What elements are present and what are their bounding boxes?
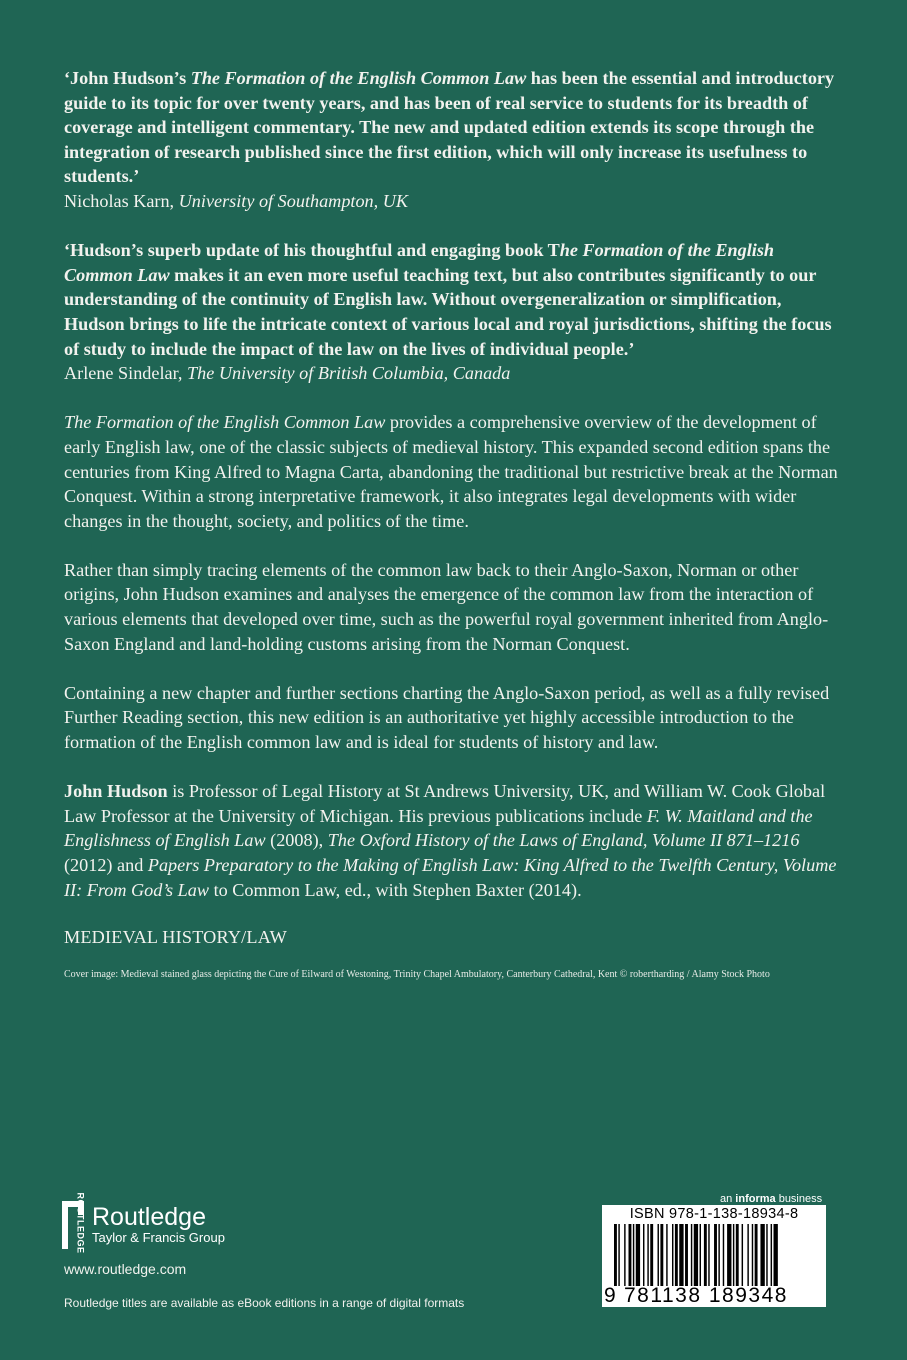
barcode-bar: [700, 1224, 701, 1286]
review-1: [64, 66, 844, 214]
barcode-bar: [708, 1224, 709, 1286]
isbn-barcode: ISBN 978-1-138-18934-8 9 781138 189348: [602, 1205, 826, 1307]
barcode-bar: [672, 1224, 673, 1286]
author-bio: John Hudson is Professor of Legal History at St Andrews University, UK, and William W. Cook Global Law Professor at the University of Michigan. His previous publications include F. W. Maitland and the Englishness of English Law (2008), The Oxford History of the Laws of England, Volume II 871–1216 (2012) and Papers Preparatory to the Making of English Law: King Alfred to the Twelfth Century, Volume II: From God’s Law to Common Law, ed., with Stephen Baxter (2014).: [64, 781, 837, 900]
barcode-bar: [643, 1224, 644, 1286]
barcode-bar: [624, 1224, 625, 1286]
barcode-bar: [718, 1224, 719, 1286]
barcode-bar: [747, 1224, 748, 1286]
barcode-bar: [618, 1224, 619, 1286]
barcode-bar: [647, 1224, 648, 1286]
barcode-bar: [658, 1224, 659, 1286]
review-1-attribution: Nicholas Karn, University of Southampton, UK: [64, 190, 409, 211]
barcode-bar: [752, 1224, 753, 1286]
subject-category: MEDIEVAL HISTORY/LAW: [64, 926, 287, 947]
publisher-group: Taylor & Francis Group: [92, 1230, 225, 1245]
barcode-bar: [766, 1224, 767, 1286]
review-2-attribution: Arlene Sindelar, The University of British Columbia, Canada: [64, 363, 511, 384]
logo-mark-text: ROUTLEDGE: [75, 1192, 86, 1254]
barcode-bar: [755, 1224, 758, 1286]
barcode-bar: [736, 1224, 739, 1286]
author-name: John Hudson: [64, 781, 168, 802]
publisher-logo: [62, 1192, 225, 1254]
review-2: [64, 238, 844, 386]
barcode-bar: [675, 1224, 678, 1286]
barcode-bar: [771, 1224, 772, 1286]
description-paragraph-2: Rather than simply tracing elements of the common law back to their Anglo-Saxon, Norman or other origins, John Hudson examines and analyses the emergence of the common law from the interaction of various elements that developed over time, such as the powerful royal government inherited from Anglo-Saxon England and land-holding customs arising from the Norman Conquest.: [64, 559, 829, 654]
barcode-bar: [629, 1224, 632, 1286]
review-1-book-title: The Formation of the English Common Law: [190, 68, 527, 88]
ebook-note: Routledge titles are available as eBook editions in a range of digital formats: [64, 1296, 465, 1310]
publisher-name: Routledge: [92, 1203, 206, 1231]
barcode-bar: [633, 1224, 634, 1286]
barcode-bar: [685, 1224, 688, 1286]
routledge-logo-icon: [62, 1192, 86, 1254]
barcode-bar: [691, 1224, 692, 1286]
barcode-bar: [679, 1224, 683, 1286]
barcode-bars-icon: [612, 1224, 816, 1286]
barcode-bar: [660, 1224, 663, 1286]
barcode-bar: [760, 1224, 764, 1286]
barcode-bar: [727, 1224, 731, 1286]
review-1-quote: ‘John Hudson’s The Formation of the English Common Law has been the essential and introductory guide to its topic for over twenty years, and has been of real service to students for its breadth of coverage and intelligent commentary. The new and updated edition extends its scope through the integration of research published since the first edition, which will only increase its usefulness to students.’: [64, 68, 835, 187]
review-2-quote: ‘Hudson’s superb update of his thoughtful and engaging book The Formation of the English Common Law makes it an even more useful teaching text, but also contributes significantly to our understanding of the continuity of English law. Without overgeneralization or simplification, Hudson brings to life the intricate context of various local and royal jurisdictions, shifting the focus of study to include the impact of the law on the lives of individual people.’: [64, 240, 832, 359]
barcode-bar: [636, 1224, 640, 1286]
barcode-bar: [704, 1224, 707, 1286]
isbn-label: ISBN 978-1-138-18934-8: [629, 1206, 799, 1222]
cover-image-credit: Cover image: Medieval stained glass depicting the Cure of Eilward of Westoning, Trinity Chapel Ambulatory, Canterbury Cathedral, Kent © robertharding / Alamy Stock Photo: [64, 968, 770, 980]
barcode-bar: [723, 1224, 724, 1286]
barcode-bar: [742, 1224, 743, 1286]
barcode-bar: [774, 1224, 778, 1286]
description-paragraph-3: Containing a new chapter and further sections charting the Anglo-Saxon period, as well as a fully revised Further Reading section, this new edition is an authoritative yet highly accessible introduction to the formation of the English common law and is ideal for students of history and law.: [64, 682, 830, 753]
description-paragraph-1: The Formation of the English Common Law provides a comprehensive overview of the development of early English law, one of the classic subjects of medieval history. This expanded second edition spans the centuries from King Alfred to Magna Carta, abandoning the traditional but restrictive break at the Norman Conquest. Within a strong interpretative framework, it also integrates legal developments with wider changes in the thought, society, and politics of the time.: [64, 412, 838, 531]
publisher-website[interactable]: www.routledge.com: [64, 1261, 187, 1277]
back-cover-text: [64, 66, 844, 981]
barcode-bar: [650, 1224, 653, 1286]
review-2-book-title: he Formation of the English Common Law: [64, 240, 775, 285]
barcode-bar: [666, 1224, 667, 1286]
barcode-bar: [614, 1224, 617, 1286]
barcode-bar: [714, 1224, 717, 1286]
informa-tagline: an informa business: [720, 1193, 823, 1205]
barcode-bar: [733, 1224, 734, 1286]
barcode-bar: [694, 1224, 698, 1286]
